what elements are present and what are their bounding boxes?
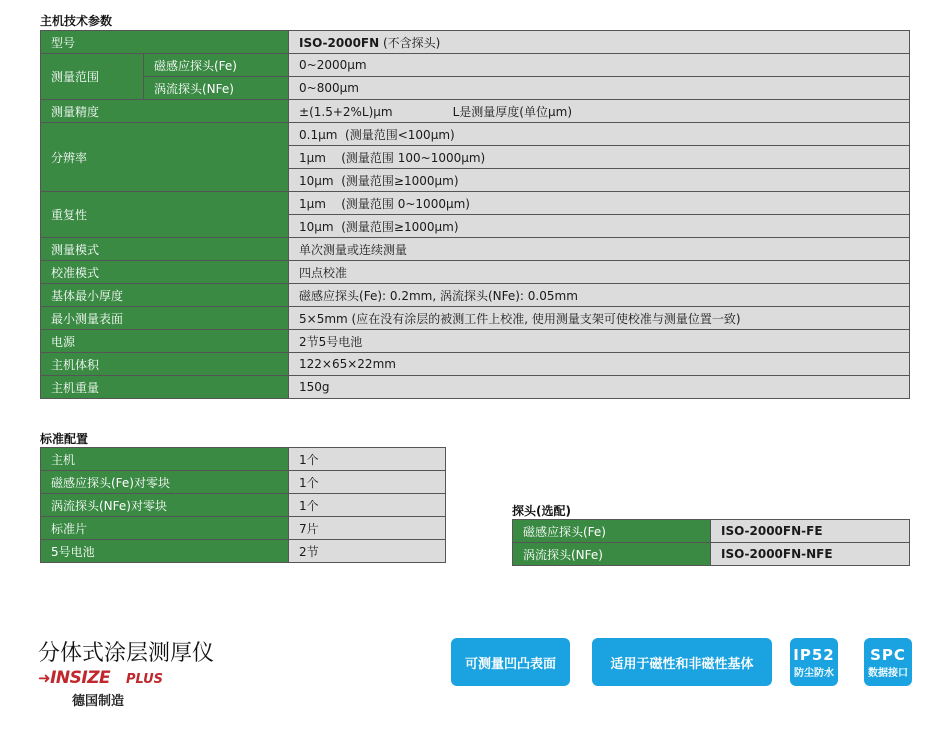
repeat-value-1: 1μm (测量范围 0~1000μm)	[289, 192, 910, 215]
table-row	[41, 77, 910, 100]
table-row	[41, 54, 910, 77]
mode-label: 测量模式	[41, 238, 289, 261]
min-surface-value: 5×5mm (应在没有涂层的被测工件上校准, 使用测量支架可使校准与测量位置一致)	[289, 307, 910, 330]
table-row	[41, 471, 446, 494]
std-label: 主机	[41, 448, 289, 471]
table-row	[41, 284, 910, 307]
table-row	[41, 31, 910, 54]
table-row	[41, 494, 446, 517]
product-title: 分体式涂层测厚仪	[38, 641, 215, 666]
std-label: 5号电池	[41, 540, 289, 563]
resolution-value-2: 1μm (测量范围 100~1000μm)	[289, 146, 910, 169]
spc-badge-subtitle: 数据接口	[868, 667, 908, 679]
table-row	[41, 123, 910, 146]
spec-table	[40, 30, 910, 399]
probe-section-title: 探头(选配)	[512, 504, 571, 518]
std-value: 1个	[289, 494, 446, 517]
table-row	[41, 330, 910, 353]
spc-badge	[864, 638, 912, 686]
min-substrate-label: 基体最小厚度	[41, 284, 289, 307]
spec-section-title: 主机技术参数	[40, 14, 113, 28]
power-value: 2节5号电池	[289, 330, 910, 353]
table-row	[41, 540, 446, 563]
table-row	[41, 376, 910, 399]
table-row	[41, 307, 910, 330]
min-surface-label: 最小测量表面	[41, 307, 289, 330]
repeat-label: 重复性	[41, 192, 289, 238]
repeat-value-2: 10μm (测量范围≥1000μm)	[289, 215, 910, 238]
calibration-value: 四点校准	[289, 261, 910, 284]
std-value: 1个	[289, 448, 446, 471]
made-in-label: 德国制造	[72, 694, 125, 709]
ip52-badge-title: IP52	[793, 645, 835, 664]
range-fe-value: 0~2000μm	[289, 54, 910, 77]
standard-table	[40, 447, 446, 563]
calibration-label: 校准模式	[41, 261, 289, 284]
ip52-badge-subtitle: 防尘防水	[794, 667, 834, 679]
spc-badge-title: SPC	[870, 645, 906, 664]
weight-value: 150g	[289, 376, 910, 399]
standard-section-title: 标准配置	[40, 432, 89, 446]
accuracy-label: 测量精度	[41, 100, 289, 123]
brand-plus: PLUS	[126, 672, 164, 687]
probe-label: 涡流探头(NFe)	[513, 543, 711, 566]
range-nfe-label: 涡流探头(NFe)	[144, 77, 289, 100]
accuracy-value: ±(1.5+2%L)μm L是测量厚度(单位μm)	[289, 100, 910, 123]
resolution-label: 分辨率	[41, 123, 289, 192]
table-row	[41, 261, 910, 284]
range-fe-label: 磁感应探头(Fe)	[144, 54, 289, 77]
power-label: 电源	[41, 330, 289, 353]
model-value: ISO-2000FN (不含探头)	[289, 31, 910, 54]
table-row	[41, 238, 910, 261]
probe-label: 磁感应探头(Fe)	[513, 520, 711, 543]
size-value: 122×65×22mm	[289, 353, 910, 376]
range-label: 测量范围	[41, 54, 144, 100]
std-label: 磁感应探头(Fe)对零块	[41, 471, 289, 494]
resolution-value-3: 10μm (测量范围≥1000μm)	[289, 169, 910, 192]
weight-label: 主机重量	[41, 376, 289, 399]
feature-badge-concave-convex: 可测量凹凸表面	[451, 638, 570, 686]
brand-logo: ➜INSIZE	[38, 668, 111, 688]
ip52-badge	[790, 638, 838, 686]
std-value: 2节	[289, 540, 446, 563]
table-row	[41, 100, 910, 123]
min-substrate-value: 磁感应探头(Fe): 0.2mm, 涡流探头(NFe): 0.05mm	[289, 284, 910, 307]
probe-table	[512, 519, 910, 566]
std-label: 涡流探头(NFe)对零块	[41, 494, 289, 517]
table-row	[513, 543, 910, 566]
feature-badge-substrate: 适用于磁性和非磁性基体	[592, 638, 772, 686]
table-row	[41, 353, 910, 376]
table-row	[41, 448, 446, 471]
probe-value: ISO-2000FN-FE	[711, 520, 910, 543]
table-row	[41, 192, 910, 215]
table-row	[513, 520, 910, 543]
resolution-value-1: 0.1μm (测量范围<100μm)	[289, 123, 910, 146]
std-value: 7片	[289, 517, 446, 540]
mode-value: 单次测量或连续测量	[289, 238, 910, 261]
size-label: 主机体积	[41, 353, 289, 376]
std-label: 标准片	[41, 517, 289, 540]
probe-value: ISO-2000FN-NFE	[711, 543, 910, 566]
table-row	[41, 517, 446, 540]
std-value: 1个	[289, 471, 446, 494]
range-nfe-value: 0~800μm	[289, 77, 910, 100]
model-label: 型号	[41, 31, 289, 54]
